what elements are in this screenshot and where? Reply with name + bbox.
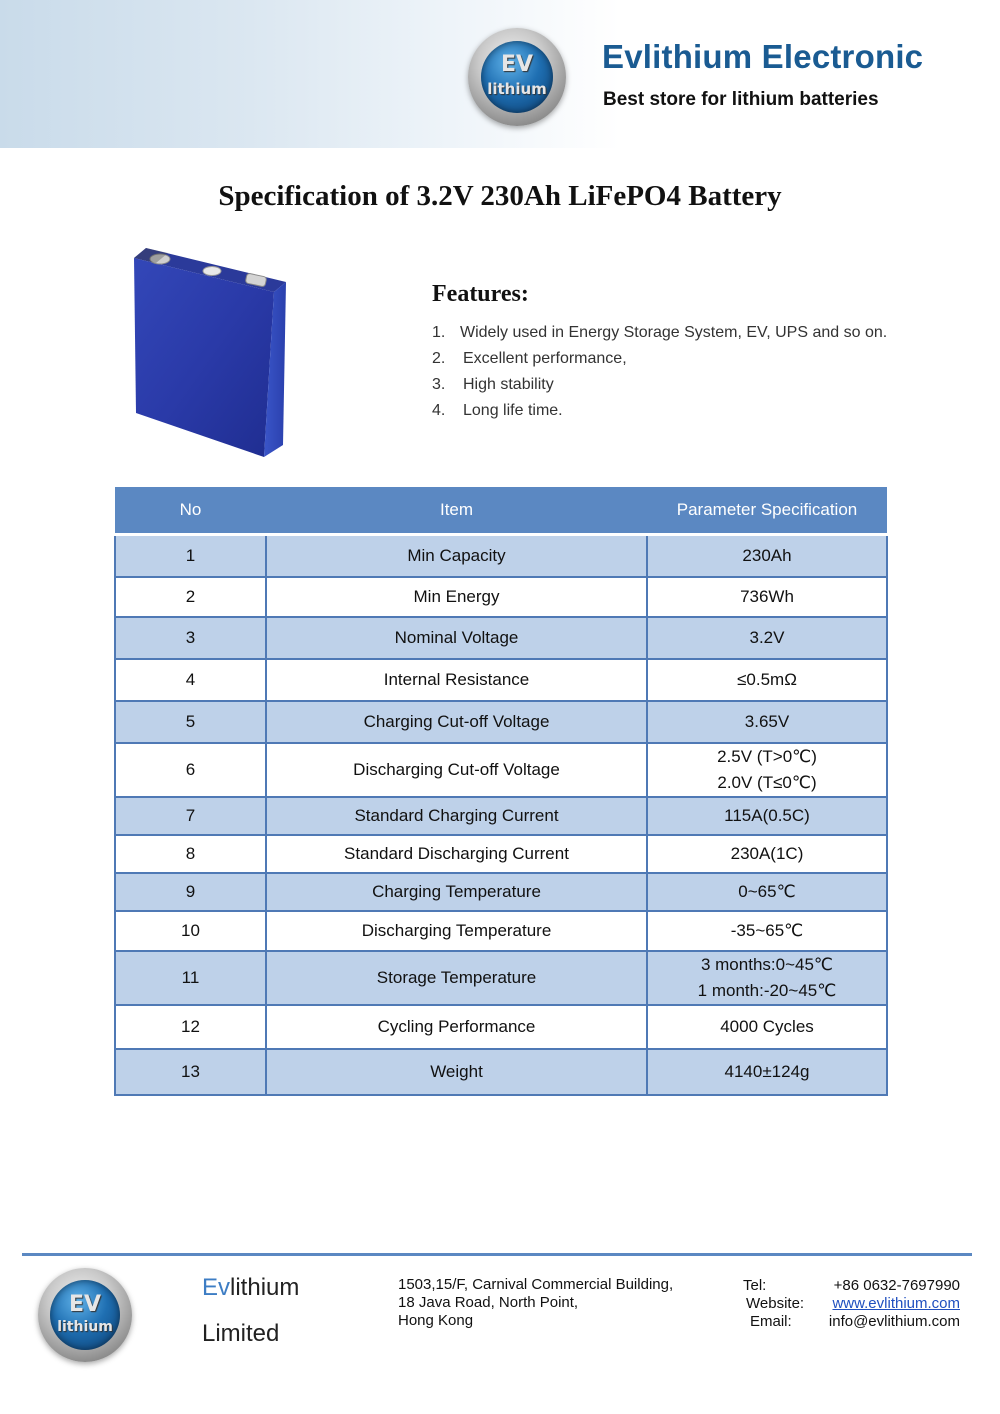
logo-lithium-text: lithium [487, 80, 547, 98]
spec-line: 115A(0.5C) [724, 805, 810, 825]
table-row [115, 577, 887, 617]
logo-ev-text: EV [500, 52, 534, 77]
ev-lithium-logo-footer [38, 1268, 132, 1362]
cell-item: Standard Charging Current [266, 797, 647, 835]
website-label: Website: [746, 1295, 805, 1312]
cell-spec [647, 1005, 887, 1049]
cell-item: Charging Temperature [266, 873, 647, 911]
spec-line: 3.2V [749, 627, 785, 647]
feature-text: Excellent performance, [463, 350, 627, 367]
feature-item [432, 348, 887, 374]
spec-line: 2.0V (T≤0℃) [717, 772, 817, 792]
email-label: Email: [750, 1313, 792, 1330]
spec-line: 4140±124g [724, 1061, 810, 1081]
feature-number: 1. [432, 324, 446, 341]
brand-tagline: Best store for lithium batteries [603, 89, 879, 110]
feature-item [432, 322, 887, 348]
logo-lithium-text: lithium [57, 1319, 113, 1335]
email-value[interactable]: info@evlithium.com [828, 1313, 960, 1330]
spec-line: ≤0.5mΩ [737, 669, 797, 689]
table-row [115, 1005, 887, 1049]
cell-item: Standard Discharging Current [266, 835, 647, 873]
features-list [432, 322, 887, 426]
cell-spec [647, 835, 887, 873]
ev-lithium-logo [468, 28, 566, 126]
company-ev-part: Ev [202, 1274, 231, 1301]
spec-line: 1 month:-20~45℃ [697, 980, 837, 1000]
cell-no: 4 [115, 659, 266, 701]
feature-item [432, 374, 887, 400]
spec-line: 736Wh [740, 586, 794, 606]
cell-spec [647, 797, 887, 835]
footer-company-limited: Limited [202, 1320, 280, 1347]
cell-item: Storage Temperature [266, 951, 647, 1005]
spec-line: 0~65℃ [738, 881, 796, 901]
tel-value: +86 0632-7697990 [833, 1277, 960, 1294]
table-row [115, 911, 887, 951]
cell-no: 1 [115, 535, 266, 577]
spec-line: 2.5V (T>0℃) [717, 746, 817, 766]
table-row [115, 701, 887, 743]
footer-company-name [202, 1274, 299, 1302]
table-row [115, 797, 887, 835]
cell-item: Nominal Voltage [266, 617, 647, 659]
column-header-item: Item [266, 487, 647, 535]
cell-spec [647, 743, 887, 797]
spec-line: 230A(1C) [730, 843, 804, 863]
spec-line: 230Ah [742, 545, 792, 565]
cell-spec [647, 535, 887, 577]
table-row [115, 873, 887, 911]
cell-no: 2 [115, 577, 266, 617]
brand-name: Evlithium Electronic [602, 38, 924, 75]
cell-no: 11 [115, 951, 266, 1005]
cell-spec [647, 1049, 887, 1095]
cell-spec [647, 659, 887, 701]
cell-spec [647, 911, 887, 951]
feature-number: 4. [432, 402, 446, 419]
cell-no: 7 [115, 797, 266, 835]
cell-item: Internal Resistance [266, 659, 647, 701]
cell-item: Weight [266, 1049, 647, 1095]
table-row [115, 951, 887, 1005]
address-line: Hong Kong [398, 1312, 474, 1329]
table-row [115, 1049, 887, 1095]
cell-no: 6 [115, 743, 266, 797]
battery-cell-image [128, 245, 288, 460]
spec-line: 3.65V [744, 711, 790, 731]
feature-number: 2. [432, 350, 446, 367]
address-line: 18 Java Road, North Point, [398, 1294, 579, 1311]
cell-item: Cycling Performance [266, 1005, 647, 1049]
cell-no: 3 [115, 617, 266, 659]
cell-item: Discharging Temperature [266, 911, 647, 951]
cell-spec [647, 701, 887, 743]
cell-item: Discharging Cut-off Voltage [266, 743, 647, 797]
column-header-no: No [115, 487, 266, 535]
table-row [115, 659, 887, 701]
document-title: Specification of 3.2V 230Ah LiFePO4 Battery [218, 180, 782, 212]
feature-number: 3. [432, 376, 446, 393]
cell-spec [647, 873, 887, 911]
cell-item: Min Capacity [266, 535, 647, 577]
cell-item: Charging Cut-off Voltage [266, 701, 647, 743]
cell-no: 10 [115, 911, 266, 951]
tel-label: Tel: [743, 1277, 767, 1294]
cell-no: 13 [115, 1049, 266, 1095]
spec-table [114, 487, 888, 1096]
cell-spec [647, 951, 887, 1005]
cell-spec [647, 577, 887, 617]
table-header-row [115, 487, 887, 535]
feature-text: High stability [463, 376, 554, 393]
cell-no: 8 [115, 835, 266, 873]
spec-line: 3 months:0~45℃ [700, 954, 834, 974]
table-row [115, 743, 887, 797]
footer-address [398, 1276, 673, 1330]
table-row [115, 835, 887, 873]
table-row [115, 617, 887, 659]
feature-text: Long life time. [463, 402, 563, 419]
spec-line: 4000 Cycles [720, 1016, 814, 1036]
cell-no: 12 [115, 1005, 266, 1049]
features-title: Features: [432, 281, 529, 307]
footer-divider [22, 1253, 972, 1256]
table-row [115, 535, 887, 577]
address-line: 1503,15/F, Carnival Commercial Building, [398, 1276, 674, 1293]
feature-item [432, 400, 887, 426]
logo-ev-text: EV [68, 1292, 102, 1317]
cell-no: 9 [115, 873, 266, 911]
feature-text: Widely used in Energy Storage System, EV, UPS and so on. [460, 324, 888, 341]
cell-no: 5 [115, 701, 266, 743]
column-header-spec: Parameter Specification [647, 487, 887, 535]
cell-spec [647, 617, 887, 659]
spec-line: -35~65℃ [730, 920, 804, 940]
company-rest-part: lithium [230, 1274, 300, 1301]
website-link[interactable]: www.evlithium.com [832, 1295, 960, 1312]
cell-item: Min Energy [266, 577, 647, 617]
